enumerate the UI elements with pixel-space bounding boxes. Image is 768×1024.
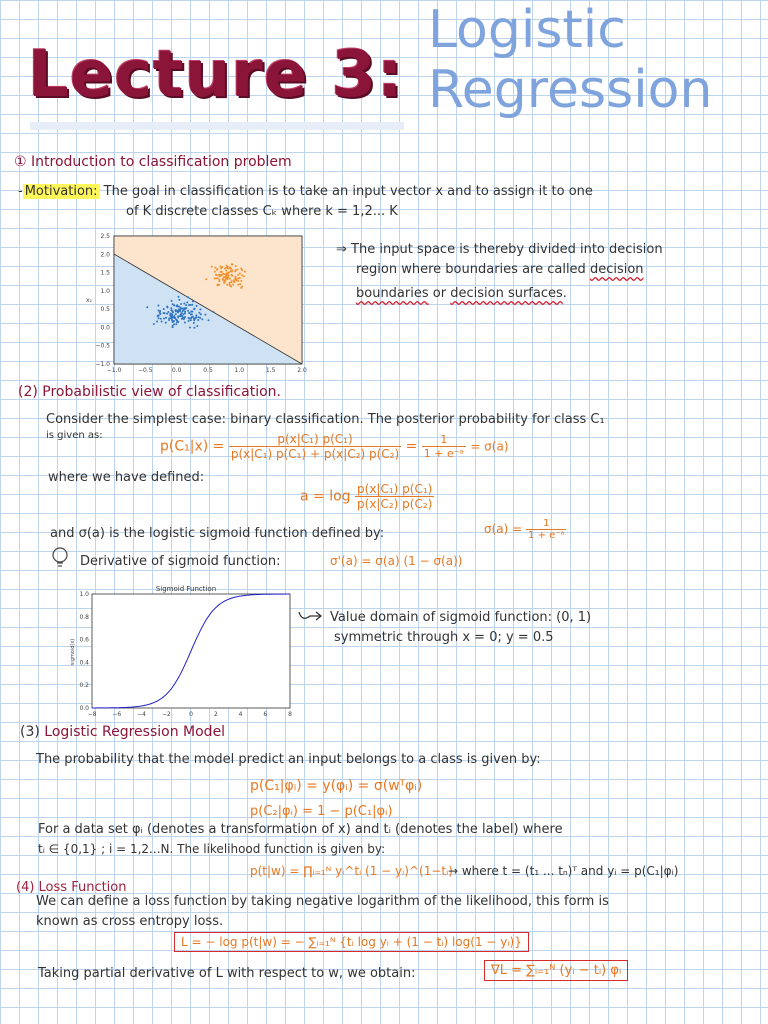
- scatter-point-blue: [157, 304, 159, 306]
- scatter-x-tick: 1.5: [265, 367, 276, 374]
- scatter-x-ticks: [107, 367, 307, 374]
- scatter-point-blue: [169, 314, 171, 316]
- s2-line-2: is given as:: [46, 430, 103, 441]
- posterior-fraction: [229, 432, 401, 461]
- scatter-point-blue: [171, 319, 173, 321]
- motivation-line-1: [18, 184, 593, 199]
- scatter-x-tick: 0.5: [203, 367, 213, 374]
- section-3-number: (3): [20, 724, 40, 740]
- scatter-point-orange: [215, 274, 217, 276]
- scatter-point-blue: [181, 315, 183, 317]
- scatter-point-blue: [196, 305, 198, 307]
- note-text-2a: region where boundaries are called: [356, 262, 586, 277]
- scatter-plot: [80, 228, 310, 378]
- scatter-point-blue: [177, 296, 179, 298]
- scatter-point-blue: [175, 313, 177, 315]
- scatter-point-orange: [230, 268, 232, 270]
- motivation-line-2: of K discrete classes Cₖ where k = 1,2... K: [126, 204, 398, 219]
- scatter-point-blue: [182, 313, 184, 315]
- a-fraction: [355, 482, 434, 511]
- scatter-point-blue: [156, 320, 158, 322]
- scatter-point-blue: [177, 311, 179, 313]
- model-equation-1: p(C₁|φᵢ) = y(φᵢ) = σ(wᵀφᵢ): [250, 778, 423, 794]
- scatter-point-orange: [234, 277, 236, 279]
- scatter-point-blue: [167, 306, 169, 308]
- s4-line-2: known as cross entropy loss.: [36, 914, 224, 929]
- section-2-heading: (2) Probabilistic view of classification.: [18, 384, 281, 400]
- scatter-point-orange: [223, 276, 225, 278]
- posterior-lhs: p(C₁|x) =: [160, 438, 225, 455]
- section-3-heading: [20, 724, 225, 740]
- sigmoid-def-eq: [484, 518, 566, 541]
- note-term-decision-surfaces: decision surfaces: [450, 286, 563, 301]
- posterior-equals: =: [405, 438, 418, 455]
- scatter-point-blue: [181, 307, 183, 309]
- scatter-point-blue: [172, 311, 174, 313]
- scatter-point-blue: [171, 300, 173, 302]
- scatter-point-blue: [176, 321, 178, 323]
- scatter-point-blue: [146, 306, 148, 308]
- scatter-point-blue: [173, 316, 175, 318]
- scatter-x-tick: −1.0: [106, 367, 122, 374]
- curved-arrow-icon: [296, 608, 326, 624]
- a-denominator: p(x|C₂) p(C₂): [357, 497, 433, 511]
- scatter-point-orange: [226, 284, 228, 286]
- where-defined-text: where we have defined:: [48, 470, 205, 485]
- a-definition: [300, 482, 434, 511]
- sigmoid-denominator: 1 + e⁻ᵃ: [528, 530, 565, 541]
- scatter-point-blue: [180, 314, 182, 316]
- note-text-or: or: [432, 286, 447, 301]
- scatter-point-orange: [237, 274, 239, 276]
- scatter-point-orange: [233, 279, 235, 281]
- scatter-point-blue: [159, 313, 161, 315]
- scatter-y-ticks: [95, 233, 110, 368]
- posterior-rhs: = σ(a): [470, 439, 509, 454]
- scatter-point-blue: [161, 320, 163, 322]
- note-term-boundaries: boundaries: [356, 286, 429, 301]
- sigmoid-y-ticks: [79, 591, 89, 712]
- posterior-sigmoid-num: 1: [422, 433, 466, 447]
- scatter-point-blue: [185, 304, 187, 306]
- scatter-y-tick: 1.0: [100, 287, 110, 295]
- scatter-point-blue: [173, 304, 175, 306]
- scatter-point-blue: [204, 314, 206, 316]
- scatter-point-orange: [239, 277, 241, 279]
- model-equation-2: p(C₂|φᵢ) = 1 − p(C₁|φᵢ): [250, 804, 393, 819]
- section-3-title: Logistic Regression Model: [44, 724, 226, 740]
- scatter-point-blue: [190, 317, 192, 319]
- scatter-point-orange: [235, 279, 237, 281]
- scatter-point-blue: [201, 318, 203, 320]
- scatter-point-blue: [173, 320, 175, 322]
- scatter-point-orange: [227, 267, 229, 269]
- scatter-point-orange: [221, 266, 223, 268]
- scatter-point-blue: [166, 313, 168, 315]
- scatter-point-orange: [227, 278, 229, 280]
- posterior-sigmoid-den: 1 + e⁻ᵃ: [423, 447, 464, 460]
- scatter-point-blue: [184, 321, 186, 323]
- note-term-decision: decision: [589, 262, 644, 277]
- scatter-point-blue: [180, 303, 182, 305]
- scatter-point-blue: [196, 325, 198, 327]
- scatter-point-orange: [241, 269, 243, 271]
- value-domain-line-2: symmetric through x = 0; y = 0.5: [334, 630, 554, 645]
- derivative-label: Derivative of sigmoid function:: [80, 554, 281, 569]
- value-domain-line-1: Value domain of sigmoid function: (0, 1): [330, 610, 592, 625]
- scatter-point-blue: [178, 308, 180, 310]
- scatter-ylabel: x₂: [86, 297, 92, 304]
- scatter-point-blue: [188, 320, 190, 322]
- motivation-label: Motivation:: [24, 184, 98, 199]
- scatter-point-blue: [181, 318, 183, 320]
- section-1-heading: ① Introduction to classification problem: [14, 154, 292, 170]
- sigmoid-x-tick: 2: [213, 711, 218, 716]
- scatter-point-blue: [190, 319, 192, 321]
- s4-line-1: We can define a loss function by taking negative logarithm of the likelihood, this form is: [36, 894, 609, 909]
- scatter-point-orange: [214, 271, 216, 273]
- scatter-point-orange: [237, 284, 239, 286]
- scatter-point-blue: [195, 314, 197, 316]
- sigmoid-x-tick: −4: [137, 711, 146, 716]
- scatter-point-blue: [187, 296, 189, 298]
- posterior-sigmoid-fraction: [422, 433, 466, 460]
- sigmoid-y-tick: 1.0: [79, 591, 89, 598]
- scatter-point-orange: [225, 267, 227, 269]
- scatter-point-blue: [176, 305, 178, 307]
- scatter-point-orange: [214, 277, 216, 279]
- scatter-point-blue: [188, 318, 190, 320]
- scatter-point-blue: [193, 319, 195, 321]
- scatter-point-blue: [193, 322, 195, 324]
- scatter-point-blue: [192, 316, 194, 318]
- scatter-point-orange: [240, 287, 242, 289]
- scatter-point-blue: [183, 317, 185, 319]
- scatter-point-blue: [183, 307, 185, 309]
- scatter-point-blue: [193, 327, 195, 329]
- scatter-point-blue: [170, 317, 172, 319]
- scatter-point-blue: [170, 307, 172, 309]
- gradient-text: Taking partial derivative of L with respect to w, we obtain:: [38, 966, 416, 981]
- scatter-point-blue: [198, 312, 200, 314]
- scatter-point-orange: [231, 274, 233, 276]
- topic-title-line1: Logistic: [428, 0, 626, 60]
- section-4-heading: (4) Loss Function: [16, 880, 127, 895]
- scatter-point-orange: [231, 280, 233, 282]
- scatter-point-blue: [189, 326, 191, 328]
- scatter-point-orange: [235, 265, 237, 267]
- scatter-point-blue: [163, 312, 165, 314]
- scatter-point-blue: [158, 317, 160, 319]
- scatter-point-blue: [194, 317, 196, 319]
- scatter-x-tick: 2.0: [297, 367, 307, 374]
- sigmoid-y-tick: 0.6: [79, 636, 89, 644]
- scatter-point-blue: [212, 311, 214, 313]
- scatter-point-blue: [199, 308, 201, 310]
- scatter-point-orange: [222, 273, 224, 275]
- scatter-point-blue: [199, 317, 201, 319]
- lecture-title: Lecture 3:: [28, 38, 404, 112]
- gradient-equation-box: ∇L = ∑ᵢ₌₁ᴺ (yᵢ − tᵢ) φᵢ: [484, 960, 628, 981]
- loss-equation-box: L = − log p(t|w) = − ∑ᵢ₌₁ᴺ {tᵢ log yᵢ + (1 − tᵢ) log(1 − yᵢ)}: [174, 932, 529, 952]
- scatter-y-tick: −1.0: [95, 361, 110, 368]
- s3-line-2: For a data set φᵢ (denotes a transformation of x) and tᵢ (denotes the label) where: [38, 822, 563, 837]
- sigmoid-plot: [66, 582, 296, 716]
- scatter-y-tick: 0.0: [100, 324, 110, 332]
- scatter-point-blue: [179, 307, 181, 309]
- a-lhs: a = log: [300, 488, 351, 505]
- sigmoid-x-tick: −8: [87, 711, 97, 716]
- scatter-point-blue: [189, 304, 191, 306]
- note-line-3: [356, 286, 567, 301]
- scatter-point-blue: [186, 301, 188, 303]
- sigmoid-lhs: σ(a) =: [484, 522, 523, 536]
- scatter-point-blue: [165, 322, 167, 324]
- scatter-point-orange: [226, 272, 228, 274]
- scatter-point-blue: [197, 319, 199, 321]
- scatter-point-orange: [231, 271, 233, 273]
- sigmoid-y-tick: 0.8: [79, 613, 89, 621]
- scatter-point-orange: [232, 263, 234, 265]
- scatter-point-blue: [160, 318, 162, 320]
- scatter-point-orange: [216, 269, 218, 271]
- sigmoid-x-tick: 4: [238, 711, 243, 716]
- title-underline: [30, 122, 404, 130]
- scatter-point-orange: [229, 278, 231, 280]
- scatter-point-orange: [220, 271, 222, 273]
- sigmoid-x-tick: 0: [189, 711, 193, 716]
- scatter-point-blue: [207, 319, 209, 321]
- scatter-point-orange: [234, 270, 236, 272]
- scatter-point-orange: [240, 280, 242, 282]
- scatter-point-blue: [167, 311, 169, 313]
- likelihood-where: → where t = (t₁ ... tₙ)ᵀ and yᵢ = p(C₁|φᵢ): [448, 864, 679, 878]
- s3-line-3: tᵢ ∈ {0,1} ; i = 1,2...N. The likelihood function is given by:: [38, 842, 386, 856]
- likelihood-equation: p(t|w) = ∏ᵢ₌₁ᴺ yᵢ^tᵢ (1 − yᵢ)^(1−tᵢ): [250, 864, 453, 878]
- scatter-point-orange: [228, 275, 230, 277]
- sigmoid-x-tick: 6: [263, 711, 268, 716]
- posterior-equation: [160, 432, 509, 461]
- sigmoid-y-tick: 0.4: [79, 659, 89, 667]
- scatter-point-blue: [175, 309, 177, 311]
- sigmoid-numerator: 1: [526, 518, 566, 530]
- scatter-point-orange: [228, 271, 230, 273]
- scatter-point-orange: [244, 271, 246, 273]
- motivation-text-1: The goal in classification is to take an input vector x and to assign it to one: [103, 184, 593, 199]
- sigmoid-y-tick: 0.2: [79, 682, 89, 690]
- scatter-point-orange: [211, 266, 213, 268]
- scatter-point-orange: [243, 275, 245, 277]
- scatter-point-blue: [172, 325, 174, 327]
- scatter-x-tick: 0.0: [171, 367, 182, 374]
- scatter-y-tick: 2.5: [100, 233, 110, 240]
- scatter-point-blue: [192, 300, 194, 302]
- s3-line-1: The probability that the model predict an input belongs to a class is given by:: [36, 752, 541, 767]
- scatter-point-orange: [225, 270, 227, 272]
- sigmoid-x-tick: −2: [161, 711, 171, 716]
- scatter-x-tick: −0.5: [138, 367, 153, 374]
- sigmoid-fraction: [526, 518, 566, 541]
- scatter-point-blue: [191, 304, 193, 306]
- note-line-2: [356, 262, 644, 277]
- scatter-y-tick: 0.5: [100, 306, 110, 314]
- note-arrow-icon: ⇒: [336, 242, 347, 257]
- scatter-y-tick: −0.5: [95, 342, 110, 350]
- s2-line-1: Consider the simplest case: binary classification. The posterior probability for class C₁: [46, 412, 605, 427]
- scatter-point-orange: [223, 282, 225, 284]
- scatter-point-orange: [239, 272, 241, 274]
- scatter-point-orange: [219, 274, 221, 276]
- scatter-point-orange: [236, 269, 238, 271]
- scatter-point-orange: [232, 284, 234, 286]
- scatter-point-blue: [183, 302, 185, 304]
- scatter-x-tick: 1.0: [234, 367, 245, 374]
- scatter-point-blue: [153, 323, 155, 325]
- sigmoid-x-ticks: [88, 711, 293, 716]
- scatter-point-orange: [239, 283, 241, 285]
- posterior-numerator: p(x|C₁) p(C₁): [229, 432, 401, 447]
- posterior-denominator: p(x|C₁) p(C₁) + p(x|C₂) p(C₂): [230, 447, 400, 461]
- motivation-dash: -: [18, 184, 23, 199]
- sigmoid-ylabel: sigmoid(x): [70, 638, 76, 666]
- scatter-point-blue: [158, 315, 160, 317]
- scatter-point-blue: [168, 317, 170, 319]
- scatter-point-blue: [171, 315, 173, 317]
- scatter-point-blue: [165, 317, 167, 319]
- scatter-point-orange: [214, 267, 216, 269]
- scatter-point-blue: [177, 316, 179, 318]
- scatter-point-orange: [241, 274, 243, 276]
- scatter-y-tick: 2.0: [100, 251, 110, 259]
- sigmoid-x-tick: 8: [288, 711, 292, 716]
- scatter-point-orange: [229, 283, 231, 285]
- sigmoid-plot-title: Sigmoid Function: [155, 585, 217, 593]
- scatter-point-orange: [205, 278, 207, 280]
- scatter-point-orange: [226, 265, 228, 267]
- scatter-point-blue: [188, 312, 190, 314]
- derivative-equation: σ'(a) = σ(a) (1 − σ(a)): [330, 554, 463, 568]
- scatter-point-blue: [163, 308, 165, 310]
- sigmoid-def-text: and σ(a) is the logistic sigmoid function defined by:: [50, 526, 385, 541]
- scatter-point-orange: [234, 281, 236, 283]
- scatter-point-blue: [178, 299, 180, 301]
- scatter-y-tick: 1.5: [100, 269, 110, 277]
- scatter-point-blue: [158, 310, 160, 312]
- sigmoid-x-tick: −6: [112, 711, 122, 716]
- scatter-point-blue: [175, 323, 177, 325]
- scatter-point-orange: [225, 276, 227, 278]
- scatter-point-blue: [163, 317, 165, 319]
- topic-title-line2: Regression: [428, 60, 713, 120]
- scatter-point-blue: [194, 308, 196, 310]
- a-numerator: p(x|C₁) p(C₁): [357, 482, 433, 496]
- note-line-1: [336, 242, 663, 257]
- scatter-point-orange: [217, 283, 219, 285]
- scatter-point-blue: [190, 313, 192, 315]
- scatter-point-blue: [190, 311, 192, 313]
- sigmoid-y-tick: 0.0: [79, 705, 89, 712]
- scatter-point-orange: [218, 280, 220, 282]
- scatter-point-blue: [200, 313, 202, 315]
- scatter-point-blue: [173, 323, 175, 325]
- scatter-point-blue: [187, 310, 189, 312]
- scatter-point-orange: [222, 278, 224, 280]
- note-text-1: The input space is thereby divided into decision: [351, 242, 663, 257]
- scatter-point-blue: [182, 310, 184, 312]
- note-period: .: [562, 286, 567, 301]
- lightbulb-icon: [50, 546, 70, 568]
